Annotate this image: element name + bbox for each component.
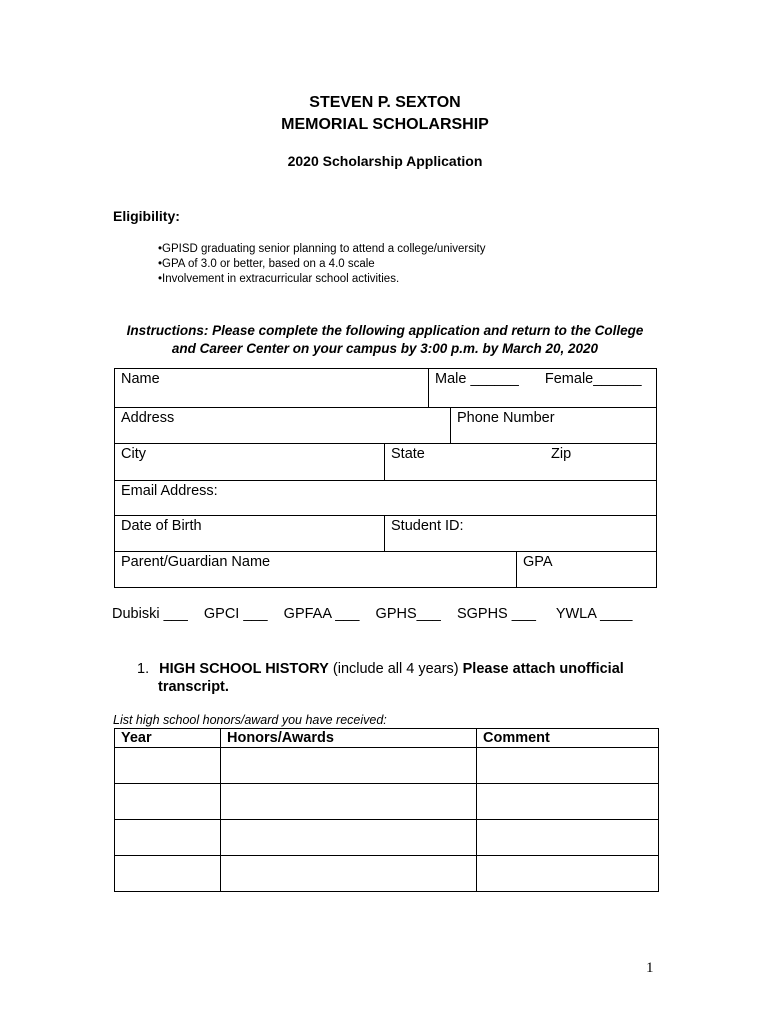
col-comment: Comment	[477, 729, 659, 748]
awards-header-row	[115, 729, 659, 748]
comment-cell[interactable]	[477, 856, 659, 892]
email-label: Email Address:	[121, 483, 218, 499]
campus-options[interactable]: Dubiski ___ GPCI ___ GPFAA ___ GPHS___ SGPHS ___ YWLA ____	[112, 606, 633, 622]
gpa-label: GPA	[523, 554, 553, 570]
instructions-line-2: and Career Center on your campus by 3:00 p.m. by March 20, 2020	[171, 341, 599, 356]
section-attach-note: Please attach unofficial	[462, 661, 624, 677]
dob-label: Date of Birth	[121, 518, 202, 534]
student-id-label: Student ID:	[391, 518, 464, 534]
email-field[interactable]	[114, 480, 657, 516]
state-zip-field[interactable]	[384, 443, 657, 481]
parent-field[interactable]	[114, 551, 517, 588]
comment-cell[interactable]	[477, 820, 659, 856]
parent-label: Parent/Guardian Name	[121, 554, 271, 570]
eligibility-heading: Eligibility:	[113, 208, 180, 224]
gender-field[interactable]	[428, 368, 657, 408]
gpa-field[interactable]	[516, 551, 657, 588]
section-high-school-history	[137, 660, 624, 696]
honors-cell[interactable]	[221, 820, 477, 856]
honors-cell[interactable]	[221, 748, 477, 784]
year-cell[interactable]	[115, 784, 221, 820]
phone-label: Phone Number	[457, 410, 555, 426]
table-row	[115, 856, 659, 892]
page-number: 1	[646, 960, 654, 976]
section-attach-note-cont: transcript.	[158, 679, 229, 695]
col-year: Year	[115, 729, 221, 748]
table-row	[115, 748, 659, 784]
table-row	[115, 820, 659, 856]
eligibility-list	[158, 242, 486, 287]
awards-label: List high school honors/award you have received:	[113, 713, 387, 727]
name-field[interactable]	[114, 368, 429, 408]
student-id-field[interactable]	[384, 515, 657, 552]
awards-table	[114, 728, 659, 892]
col-honors: Honors/Awards	[221, 729, 477, 748]
address-field[interactable]	[114, 407, 451, 444]
section-note: (include all 4 years)	[328, 661, 463, 677]
comment-cell[interactable]	[477, 784, 659, 820]
state-label: State	[391, 446, 425, 462]
city-label: City	[121, 446, 146, 462]
table-row	[115, 784, 659, 820]
year-cell[interactable]	[115, 820, 221, 856]
phone-field[interactable]	[450, 407, 657, 444]
section-number: 1.	[137, 661, 150, 677]
male-label: Male ______	[435, 371, 519, 387]
title-line-1: STEVEN P. SEXTON	[309, 94, 461, 111]
honors-cell[interactable]	[221, 856, 477, 892]
year-cell[interactable]	[115, 856, 221, 892]
dob-field[interactable]	[114, 515, 385, 552]
year-cell[interactable]	[115, 748, 221, 784]
subtitle: 2020 Scholarship Application	[287, 153, 483, 169]
eligibility-item: •Involvement in extracurricular school activities.	[158, 273, 400, 285]
female-label: Female______	[544, 371, 642, 387]
address-label: Address	[121, 410, 175, 426]
eligibility-item: •GPISD graduating senior planning to attend a college/university	[158, 243, 486, 255]
instructions-line-1: Instructions: Please complete the following application and return to the College	[126, 323, 644, 338]
honors-cell[interactable]	[221, 784, 477, 820]
zip-label: Zip	[551, 446, 572, 462]
comment-cell[interactable]	[477, 748, 659, 784]
name-label: Name	[121, 371, 160, 387]
section-title: HIGH SCHOOL HISTORY	[159, 661, 329, 677]
title-line-2: MEMORIAL SCHOLARSHIP	[281, 116, 489, 133]
eligibility-item: •GPA of 3.0 or better, based on a 4.0 scale	[158, 258, 375, 270]
city-field[interactable]	[114, 443, 385, 481]
